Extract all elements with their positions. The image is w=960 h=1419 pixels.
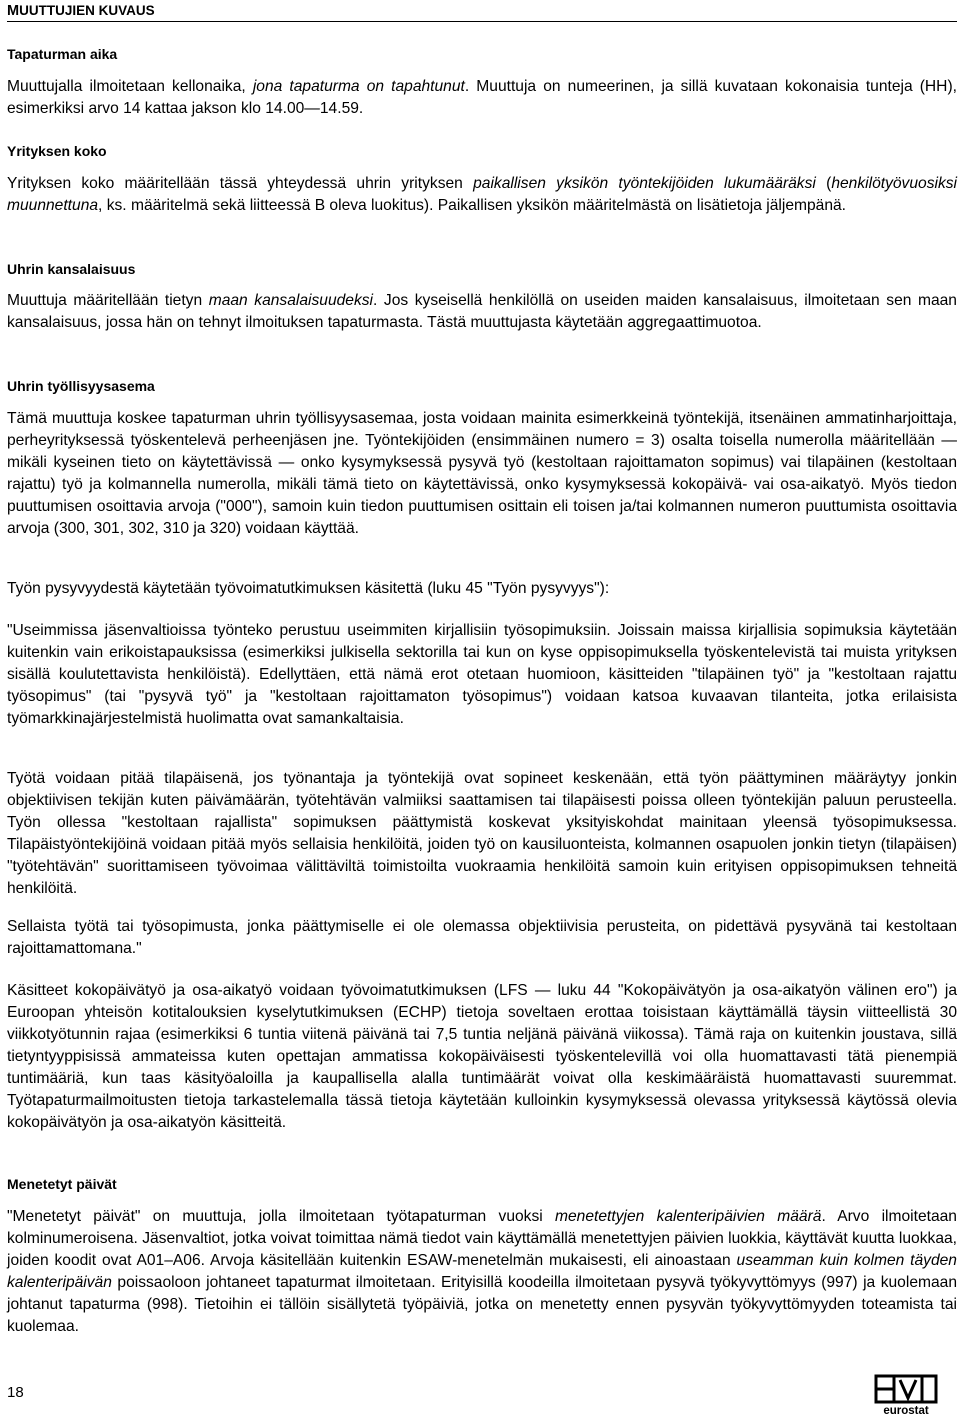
emphasis: menetettyjen kalenteripäivien määrä [555,1208,822,1225]
text-run: , ks. määritelmä sekä liitteessä B oleva luokitus). Paikallisen yksikön määritelmästä on lisätietoja jäljempänä. [98,197,847,214]
emphasis: paikallisen yksikön työntekijöiden lukumääräksi [473,175,816,192]
paragraph-yrityksen-koko [7,173,957,217]
text-run: . Arvo ilmoitetaan kolminumeroisena. Jäsenvaltiot, jotka voivat toimittaa nämä tiedot vain käyttämällä menetettyjen päivien luokkia, käyttävät kuutta luokkaa, joiden koodit ovat A01–A06. Arvoja käsitellään kuitenkin ESAW-menetelmän mukaisesti, eli ainoastaan [7,1208,957,1269]
running-header [7,0,957,22]
section-heading-uhrin-tyollisyysasema: Uhrin työllisyysasema [7,378,155,394]
paragraph-tapaturman-aika [7,76,957,120]
emphasis: jona tapaturma on tapahtunut [252,78,465,95]
page-number: 18 [7,1384,24,1401]
text-run: . Muuttuja on numeerinen, ja sillä kuvataan kokonaisia tunteja (HH), esimerkiksi arvo 14 kattaa jakson klo 14.00—14.59. [7,78,957,117]
paragraph-tyollisyysasema-quote-3: Sellaista työtä tai työsopimusta, jonka päättymiselle ei ole olemassa objektiivisia perusteita, on pidettävä pysyvänä tai kestoltaan rajoittamattomana." [7,918,957,957]
text-run: . Jos kyseisellä henkilöllä on useiden maiden kansalaisuus, ilmoitetaan sen maan kansalaisuus, jossa hän on tehnyt ilmoituksen tapaturmasta. Tästä muuttujasta käytetään aggregaattimuotoa. [7,292,957,331]
paragraph-tyollisyysasema-1: Tämä muuttuja koskee tapaturman uhrin työllisyysasemaa, josta voidaan mainita esimerkkeinä työntekijä, itsenäinen ammatinharjoittaja, perheyrityksessä työskentelevä perheenjäsen jne. Työntekijöiden (ensimmäinen numero = 3) osalta toisella numerolla määritellään — mikäli kyseinen tieto on käytettävissä — onko kysymyksessä pysyvä työ (kestoltaan rajoittamaton sopimus) vai tilapäinen (kestoltaan rajattu) työ ja kolmannella numerolla, mikäli tämä tieto on käytettävissä, onko kysymyksessä kokopäivä- vai osa-aikatyö. Myös tiedon puuttumisen osoittavia arvoja ("000"), samoin kuin tiedon puuttumisen osittain eli toisen ja/tai kolmannen numeron puuttumista osoittavia arvoja (300, 301, 302, 310 ja 320) voidaan käyttää. [7,410,957,537]
text-run: Muuttujalla ilmoitetaan kellonaika, [7,78,253,95]
paragraph-menetetyt-paivat [7,1206,957,1338]
section-heading-yrityksen-koko: Yrityksen koko [7,143,107,159]
paragraph-tyollisyysasema-quote-2: Työtä voidaan pitää tilapäisenä, jos työnantaja ja työntekijä ovat sopineet keskenään, että työn päättyminen määräytyy jonkin objektiivisen tekijän kuten päivämäärän, työtehtävän valmiiksi saattamisen tai tilapäisesti poissa olleen työntekijän paluun perusteella. Työn ollessa "kestoltaan rajallista" sopimuksen päättymistä koskevat yksityiskohdat mainitaan yleensä työsopimuksessa. Tilapäistyöntekijöinä voidaan pitää myös sellaisia henkilöitä, joiden työ on kausiluonteista, kolmannen osapuolen jonkin tietyn (tilapäisen) "työtehtävän" suorittamiseen työvoimaa välittäviltä toimistoilta vuokraamia henkilöitä samoin kuin erityisen oppisopimuksen tehneitä henkilöitä. [7,770,957,897]
section-heading-uhrin-kansalaisuus: Uhrin kansalaisuus [7,261,136,277]
text-run: Yrityksen koko määritellään tässä yhteydessä uhrin yrityksen [7,175,474,192]
paragraph-kokopaivatyo: Käsitteet kokopäivätyö ja osa-aikatyö voidaan työvoimatutkimuksen (LFS — luku 44 "Kokopäivätyön ja osa-aikatyön välinen ero") ja Euroopan yhteisön kotitalouksien kyselytutkimuksen (ECHP) tietoja soveltaen erottaa toisistaan käyttämällä täysin viitteellistä 30 viikkotyötunnin rajaa (esimerkiksi 6 tuntia viitenä päivänä tai 7,5 tuntia neljänä päivänä viikossa). Tämä raja on kuitenkin joustava, sillä tietyntyyppisissä ammateissa kuten opettajan ammatissa kokopäiväisesti työskentelevillä voi olla huomattavasti tätä pienempiä tuntimääriä, kun taas käsityöaloilla ja kaupallisella alalla tuntimäärät voivat olla keskimääräistä huomattavasti suuremmat. Työtapaturmailmoitusten tietoja tarkastelemalla tässä tietoja käytetään kulloinkin kysymyksessä olevassa yrityksessä käytössä olevia kokopäivätyön ja osa-aikatyön käsitteitä. [7,982,957,1131]
emphasis: maan kansalaisuudeksi [208,292,374,309]
paragraph-tyollisyysasema-quote-1: "Useimmissa jäsenvaltioissa työnteko perustuu useimmiten kirjallisiin työsopimuksiin. Joissain maissa kirjallisia sopimuksia käytetään kuitenkin vain erikoistapauksissa (esimerkiksi julkisella sektorilla tai kun on kyse oppisopimuksella työskentelevistä tai muista yrityksen sisällä koulutettavista henkilöistä). Edellyttäen, että nämä erot otetaan huomioon, käsitteiden "tilapäinen työ" ja "kestoltaan rajattu työsopimus" (tai "pysyvä työ" ja "kestoltaan rajoittamaton työsopimus") voidaan katsoa kuvaavan tilanteita, jotka erilaisista työmarkkinajärjestelmistä huolimatta ovat samankaltaisia. [7,622,957,727]
emphasis: henkilötyövuosiksi muunnettuna [7,175,958,214]
paragraph-tyollisyysasema-2: Työn pysyvyydestä käytetään työvoimatutkimuksen käsitettä (luku 45 "Työn pysyvyys"): [7,580,610,597]
text-run: Muuttuja määritellään tietyn [7,292,209,309]
emphasis: useamman kuin kolmen täyden kalenteripäivän [7,1252,957,1291]
text-run: ( [815,175,832,192]
paragraph-uhrin-kansalaisuus [7,290,957,334]
section-heading-tapaturman-aika: Tapaturman aika [7,46,118,62]
header-title-rest: UUTTUJIEN KUVAUS [19,3,155,18]
eurostat-logo-text: eurostat [883,1405,929,1417]
header-title-initial: M [7,3,20,19]
text-run: poissaoloon johtaneet tapaturmat ilmoitetaan. Erityisillä koodeilla ilmoitetaan pysyvä työkyvyttömyys (997) ja kuolemaan johtanut tapaturma (998). Tietoihin ei tällöin sisällytetä työpäiviä, jotka on menetetty ennen pysyvän työkyvyttömyyden toteamista tai kuolemaa. [7,1274,957,1335]
section-heading-menetetyt-paivat: Menetetyt päivät [7,1176,117,1192]
text-run: "Menetetyt päivät" on muuttuja, jolla ilmoitetaan työtapaturman vuoksi [7,1208,556,1225]
